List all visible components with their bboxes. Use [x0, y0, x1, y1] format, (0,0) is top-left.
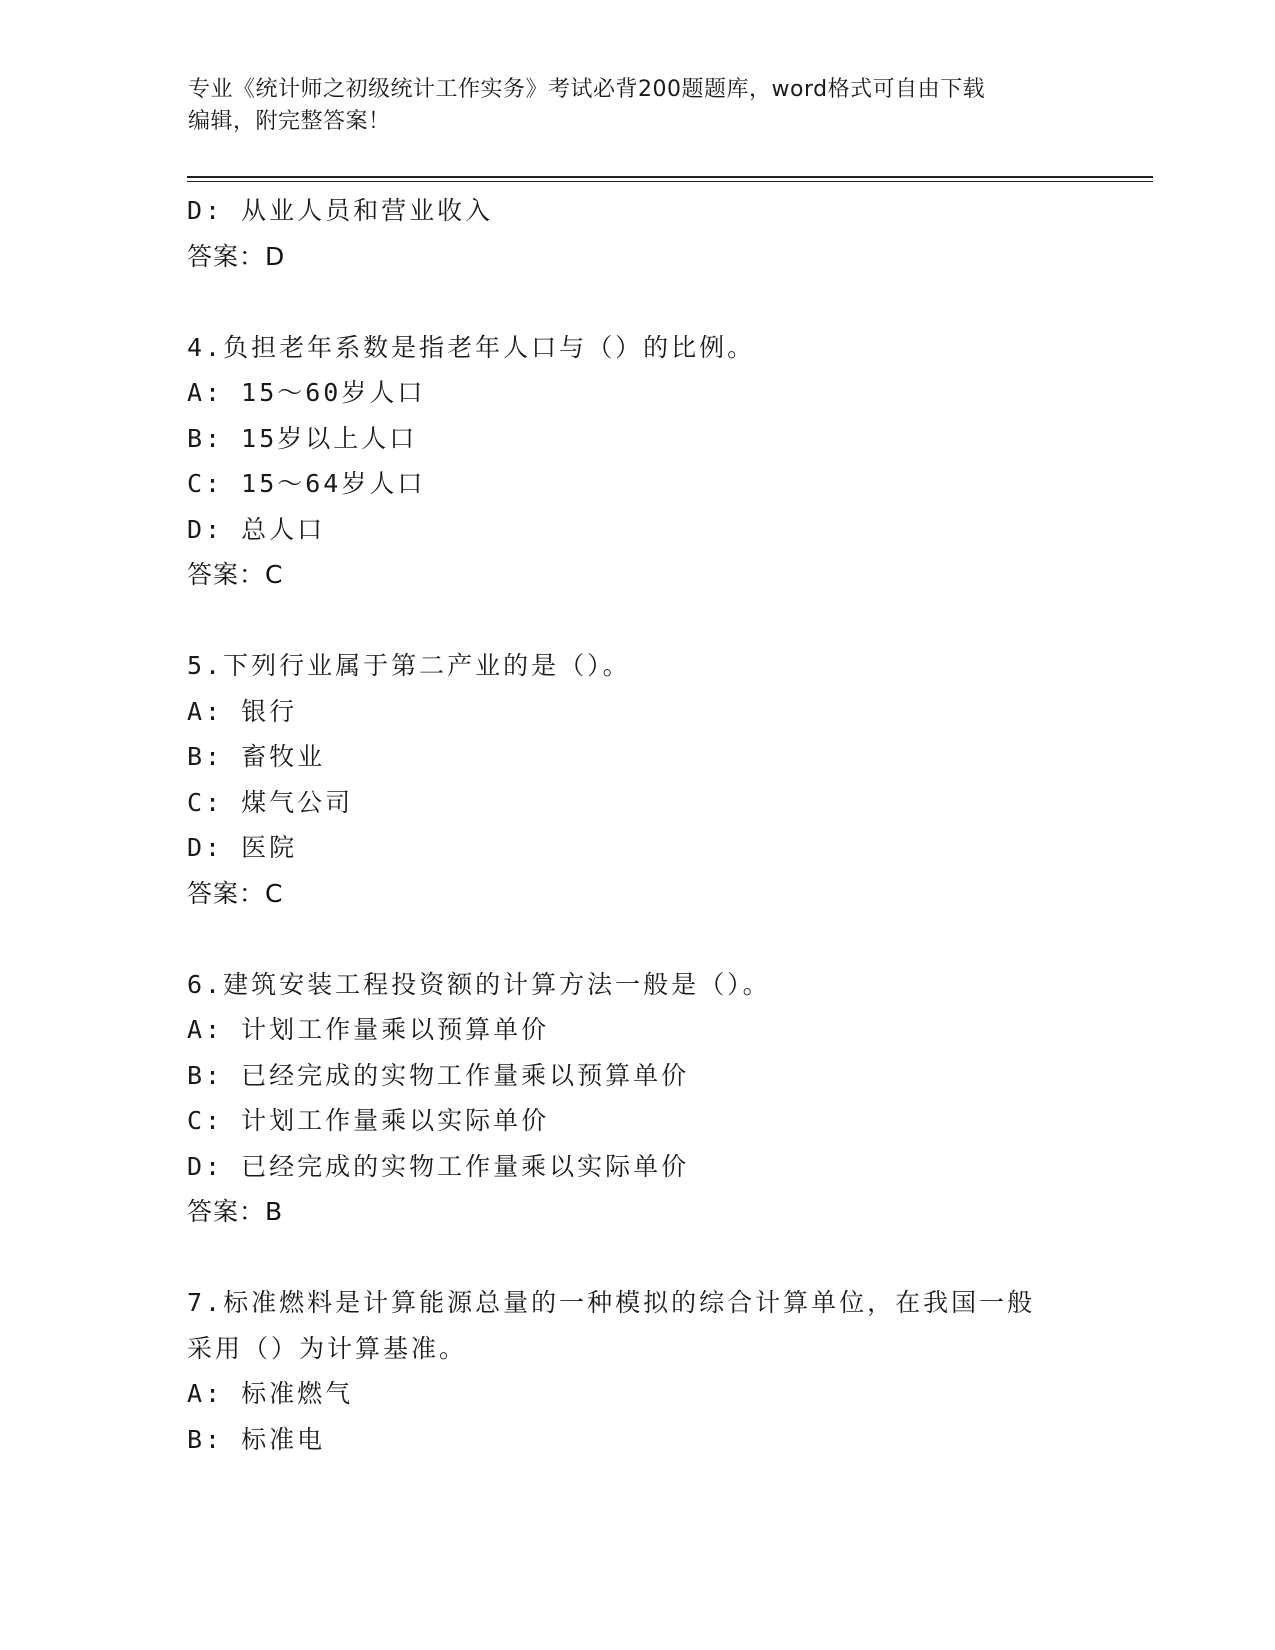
option-a: A: 15～60岁人口 [187, 378, 426, 407]
document-header [188, 74, 1068, 138]
answer-line: 答案：C [187, 878, 284, 908]
question-text-line-1: 7.标准燃料是计算能源总量的一种模拟的综合计算单位，在我国一般 [187, 1288, 1036, 1317]
header-divider-thick [187, 176, 1153, 178]
header-divider-thin [187, 181, 1153, 182]
spacer [187, 279, 1087, 325]
question-3 [187, 188, 1087, 279]
option-c: C: 煤气公司 [187, 787, 354, 817]
option-d: D: 总人口 [187, 514, 326, 544]
header-line-1: 专业《统计师之初级统计工作实务》考试必背200题题库，word格式可自由下载 [188, 77, 986, 102]
option-a: A: 标准燃气 [187, 1379, 354, 1408]
question-list [187, 188, 1087, 1462]
question-text: 4.负担老年系数是指老年人口与（）的比例。 [187, 332, 756, 362]
question-5 [187, 643, 1087, 916]
question-text: 5.下列行业属于第二产业的是（）。 [187, 651, 631, 680]
answer-line: 答案：B [187, 1197, 284, 1226]
spacer [187, 1235, 1087, 1281]
answer-line: 答案：D [187, 241, 286, 271]
question-7 [187, 1280, 1087, 1462]
option-a: A: 计划工作量乘以预算单价 [187, 1015, 550, 1044]
spacer [187, 916, 1087, 962]
spacer [187, 598, 1087, 644]
answer-line: 答案：C [187, 560, 284, 589]
question-4 [187, 325, 1087, 598]
header-line-2: 编辑，附完整答案！ [188, 109, 391, 134]
question-text: 6.建筑安装工程投资额的计算方法一般是（）。 [187, 969, 771, 999]
option-c: C: 计划工作量乘以实际单价 [187, 1106, 550, 1135]
option-b: B: 15岁以上人口 [187, 423, 418, 453]
option-a: A: 银行 [187, 696, 298, 726]
option-b: B: 畜牧业 [187, 742, 326, 771]
option-b: B: 已经完成的实物工作量乘以预算单价 [187, 1060, 690, 1090]
option-d: D: 已经完成的实物工作量乘以实际单价 [187, 1151, 690, 1181]
question-6 [187, 962, 1087, 1235]
option-c: C: 15～64岁人口 [187, 469, 426, 498]
option-d: D: 从业人员和营业收入 [187, 196, 494, 225]
question-text-line-2: 采用（）为计算基准。 [187, 1333, 468, 1363]
option-d: D: 医院 [187, 833, 298, 862]
option-b: B: 标准电 [187, 1424, 326, 1454]
